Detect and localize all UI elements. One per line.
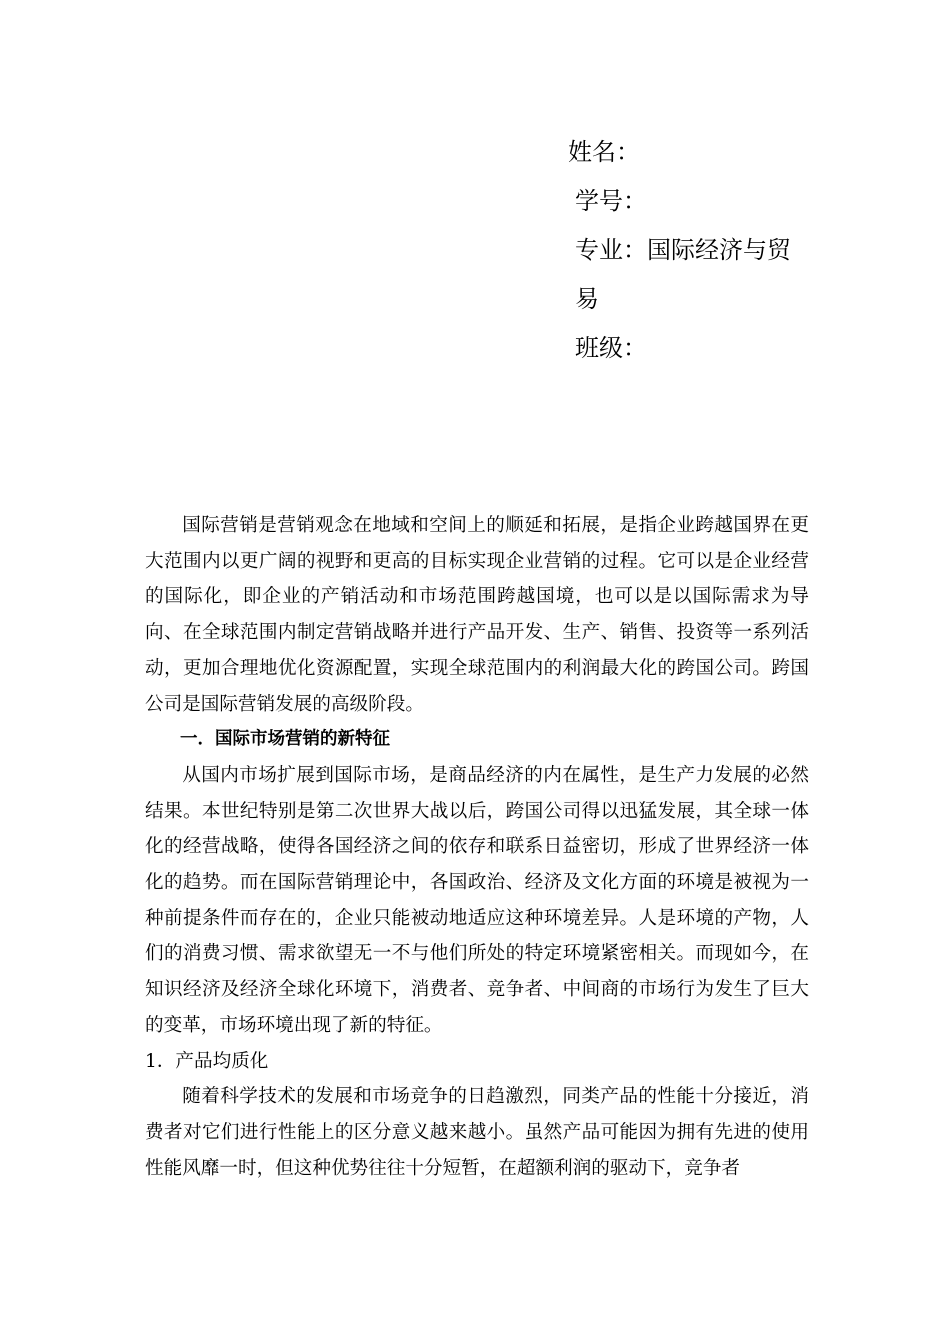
student-id-label: 学号： xyxy=(575,187,647,215)
class-label: 班级： xyxy=(575,334,647,362)
section-paragraph: 从国内市场扩展到国际市场，是商品经济的内在属性，是生产力发展的必然结果。本世纪特别是第二次世界大战以后，跨国公司得以迅猛发展，其全球一体化的经营战略，使得各国经济之间的依存和联系日益密切，形成了世界经济一体化的趋势。而在国际营销理论中，各国政治、经济及文化方面的环境是被视为一种前提条件而存在的，企业只能被动地适应这种环境差异。人是环境的产物，人们的消费习惯、需求欲望无一不与他们所处的特定环境紧密相关。而现如今，在知识经济及经济全球化环境下，消费者、竞争者、中间商的市场行为发生了巨大的变革，市场环境出现了新的特征。 xyxy=(145,764,809,1036)
document-body xyxy=(145,508,809,1186)
subsection-paragraph: 随着科学技术的发展和市场竞争的日趋激烈，同类产品的性能十分接近，消费者对它们进行性能上的区分意义越来越小。虽然产品可能因为拥有先进的使用性能风靡一时，但这种优势往往十分短暂，在超额利润的驱动下，竞争者 xyxy=(145,1086,809,1179)
subsection-heading: 1．产品均质化 xyxy=(145,1050,269,1072)
name-label: 姓名： xyxy=(568,138,640,166)
section-heading: 一．国际市场营销的新特征 xyxy=(180,729,390,750)
cover-info-block xyxy=(568,128,808,373)
major-label: 专业：国际经济与贸易 xyxy=(575,236,791,313)
intro-paragraph: 国际营销是营销观念在地域和空间上的顺延和拓展，是指企业跨越国界在更大范围内以更广阔的视野和更高的目标实现企业营销的过程。它可以是企业经营的国际化，即企业的产销活动和市场范围跨越国境，也可以是以国际需求为导向、在全球范围内制定营销战略并进行产品开发、生产、销售、投资等一系列活动，更加合理地优化资源配置，实现全球范围内的利润最大化的跨国公司。跨国公司是国际营销发展的高级阶段。 xyxy=(145,515,809,715)
